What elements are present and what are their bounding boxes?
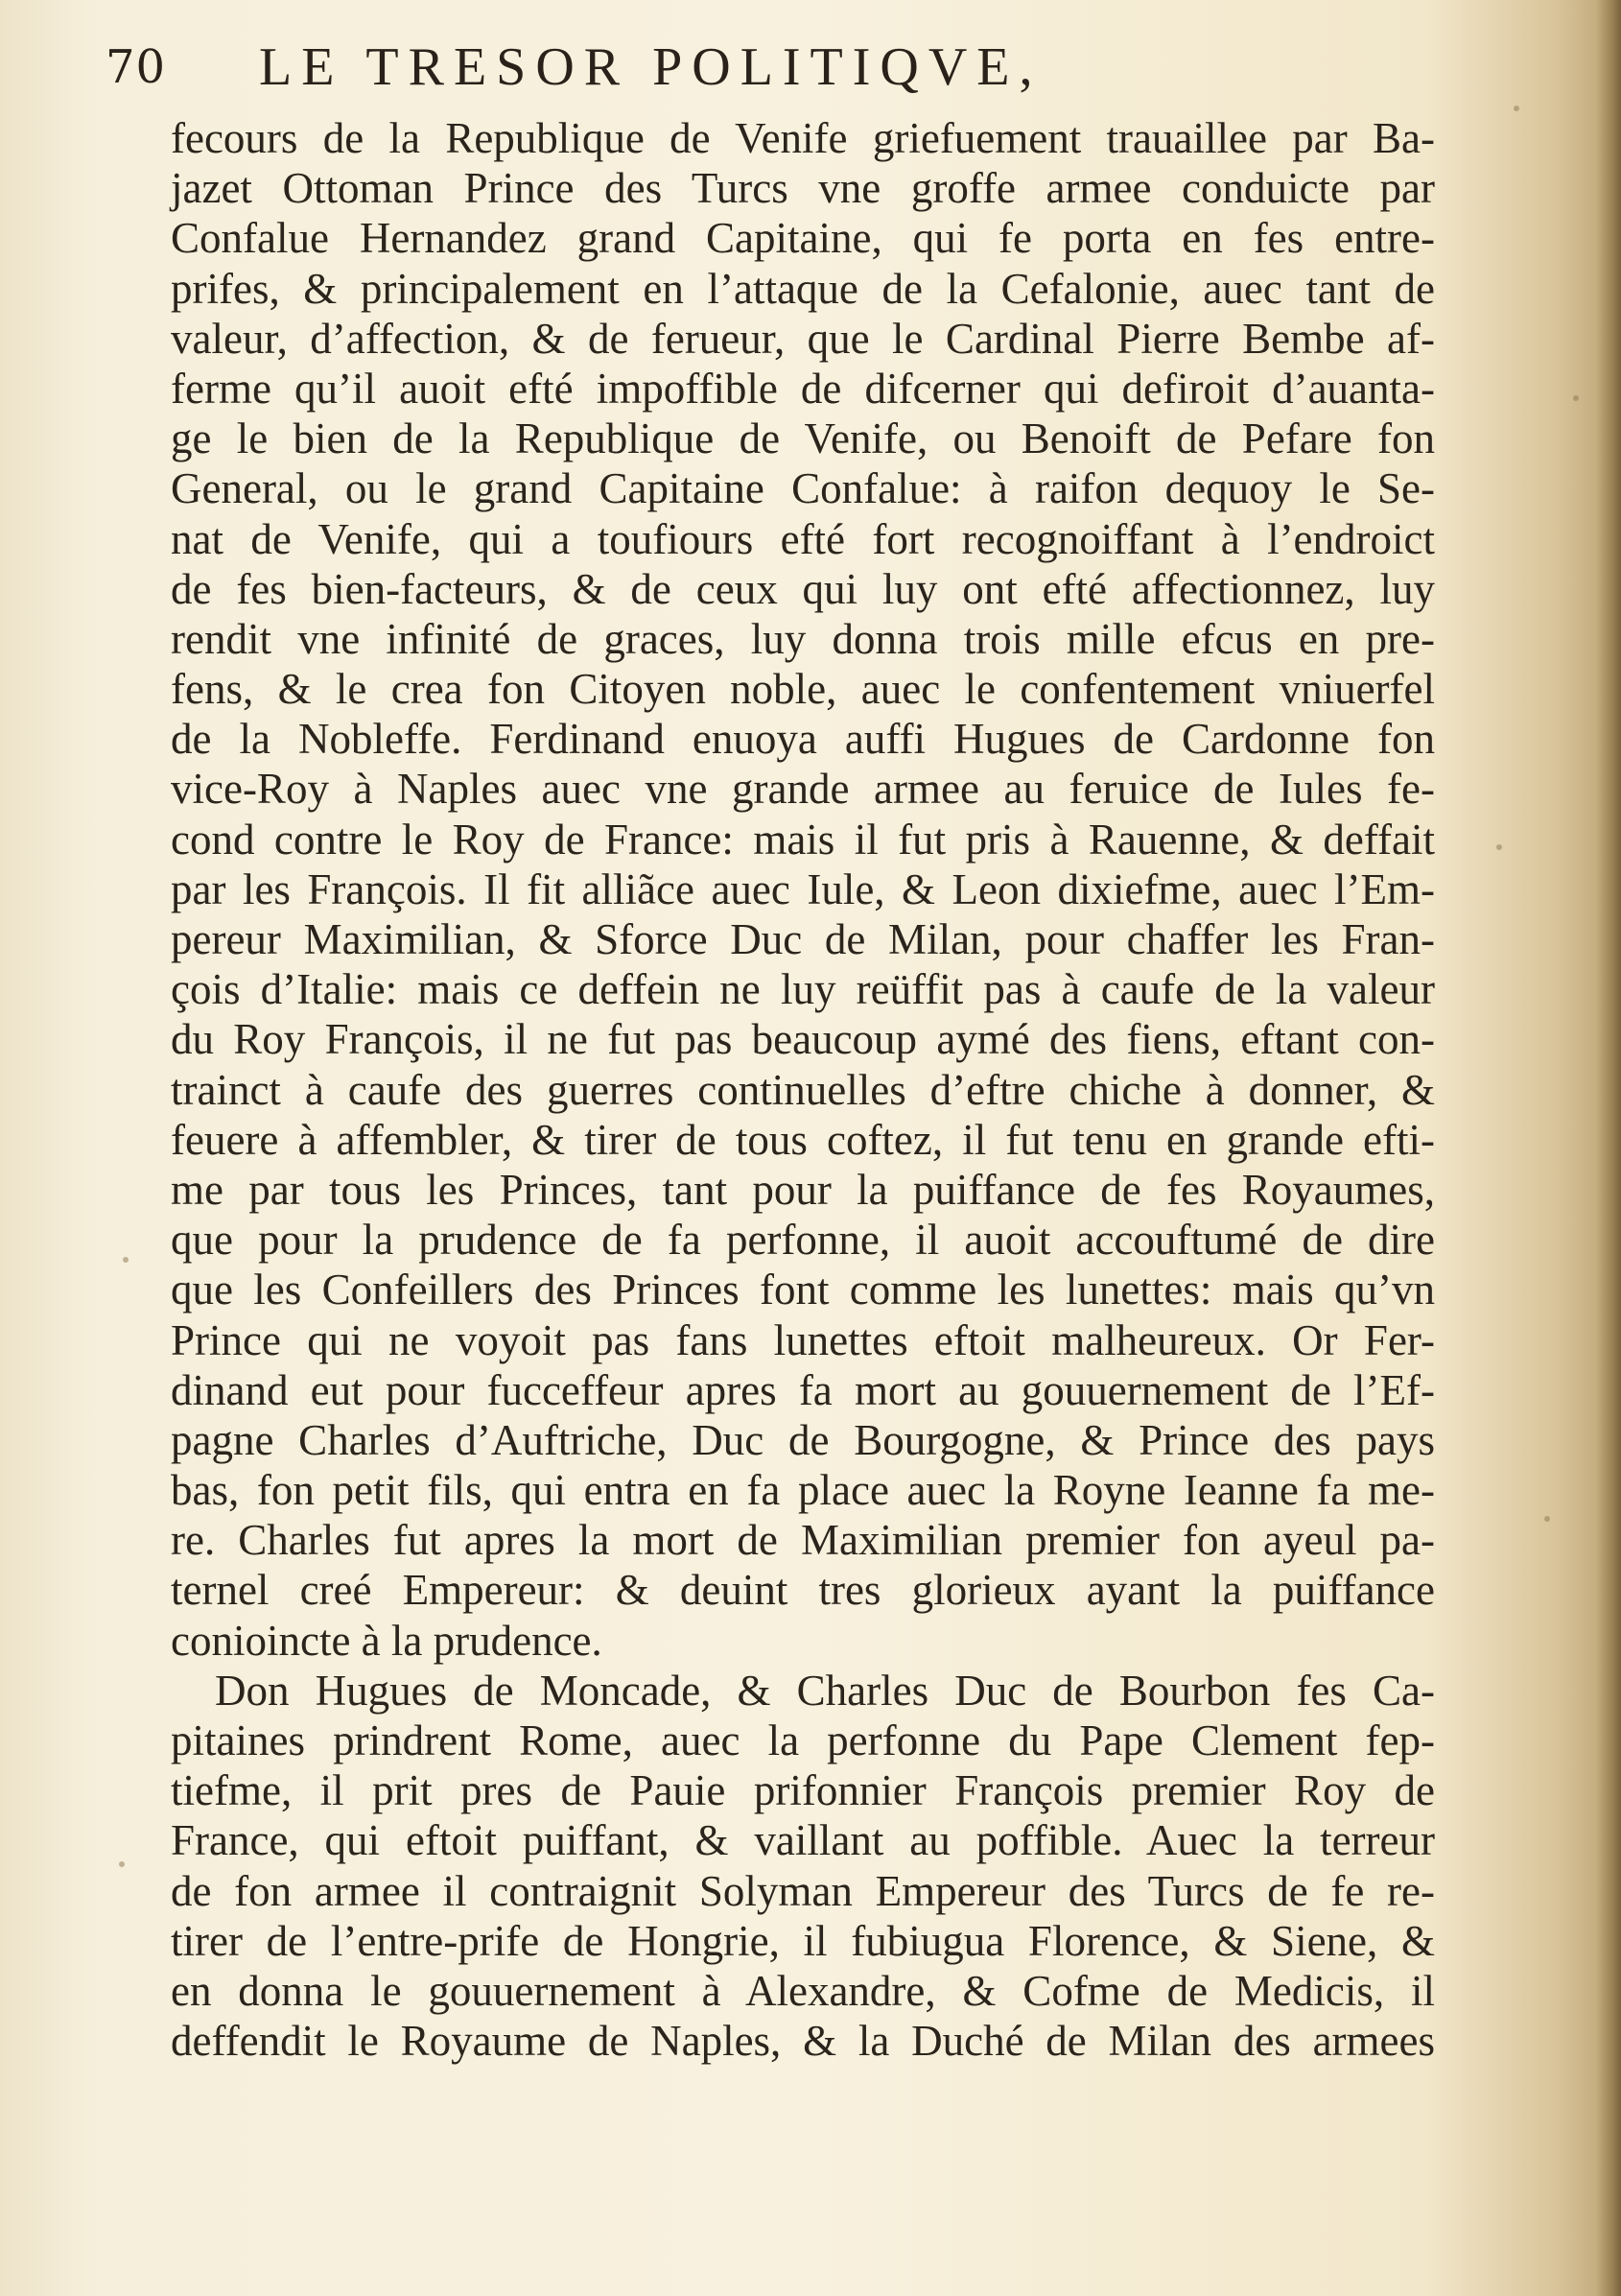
text-line: ge le bien de la Republique de Venife, ou Benoift de Pefare fon	[171, 414, 1435, 463]
text-line: fecours de la Republique de Venife griefuement trauaillee par Ba-	[171, 114, 1435, 162]
text-line: pereur Maximilian, & Sforce Duc de Milan, pour chaffer les Fran-	[171, 915, 1435, 963]
text-line: deffendit le Royaume de Naples, & la Duché de Milan des armees	[171, 2017, 1435, 2066]
paper-speck	[1514, 106, 1519, 111]
paper-speck	[1496, 844, 1502, 850]
paper-speck	[123, 1257, 129, 1263]
text-line: France, qui eftoit puiffant, & vaillant au poffible. Auec la terreur	[171, 1816, 1435, 1865]
page-edge-shadow	[1596, 0, 1621, 2296]
text-line: du Roy François, il ne fut pas beaucoup aymé des fiens, eftant con-	[171, 1015, 1435, 1064]
text-line: de fon armee il contraignit Solyman Empereur des Turcs de fe re-	[171, 1866, 1435, 1915]
text-line: en donna le gouuernement à Alexandre, & Cofme de Medicis, il	[171, 1966, 1435, 2015]
text-line-paragraph-end: conioincte à la prudence.	[171, 1616, 602, 1665]
text-line: feuere à affembler, & tirer de tous coftez, il fut tenu en grande efti-	[171, 1115, 1435, 1164]
running-title: LE TRESOR POLITIQVE,	[259, 37, 1043, 97]
text-line: cond contre le Roy de France: mais il fut pris à Rauenne, & deffait	[171, 815, 1435, 864]
paper-speck	[119, 1861, 125, 1867]
text-line: Prince qui ne voyoit pas fans lunettes eftoit malheureux. Or Fer-	[171, 1315, 1435, 1364]
text-line: de la Nobleffe. Ferdinand enuoya auffi Hugues de Cardonne fon	[171, 715, 1435, 764]
text-line: prifes, & principalement en l’attaque de la Cefalonie, auec tant de	[171, 264, 1435, 313]
text-line: valeur, d’affection, & de ferueur, que le Cardinal Pierre Bembe af-	[171, 314, 1435, 363]
text-line: tiefme, il prit pres de Pauie prifonnier François premier Roy de	[171, 1766, 1435, 1815]
text-line: re. Charles fut apres la mort de Maximilian premier fon ayeul pa-	[171, 1516, 1435, 1565]
page-number: 70	[106, 40, 167, 94]
paper-speck	[1573, 395, 1579, 401]
text-line: nat de Venife, qui a toufiours efté fort recognoiffant à l’endroict	[171, 514, 1435, 563]
text-line: me par tous les Princes, tant pour la puiffance de fes Royaumes,	[171, 1165, 1435, 1214]
text-line: General, ou le grand Capitaine Confalue: à raifon dequoy le Se-	[171, 464, 1435, 513]
text-line: bas, fon petit fils, qui entra en fa place auec la Royne Ieanne fa me-	[171, 1466, 1435, 1515]
text-line: tirer de l’entre-prife de Hongrie, il fubiugua Florence, & Siene, &	[171, 1916, 1435, 1965]
text-line: rendit vne infinité de graces, luy donna trois mille efcus en pre-	[171, 614, 1435, 663]
text-line: que les Confeillers des Princes font comme les lunettes: mais qu’vn	[171, 1266, 1435, 1314]
text-line: dinand eut pour fucceffeur apres fa mort au gouuernement de l’Ef-	[171, 1365, 1435, 1414]
text-line: par les François. Il fit alliãce auec Iule, & Leon dixiefme, auec l’Em-	[171, 864, 1435, 913]
text-line: pagne Charles d’Auftriche, Duc de Bourgogne, & Prince des pays	[171, 1415, 1435, 1464]
text-line: trainct à caufe des guerres continuelles d’eftre chiche à donner, &	[171, 1065, 1435, 1114]
text-line: jazet Ottoman Prince des Turcs vne groffe armee conduicte par	[171, 164, 1435, 213]
text-line-paragraph-start: Don Hugues de Moncade, & Charles Duc de Bourbon fes Ca-	[215, 1666, 1435, 1715]
text-line: ferme qu’il auoit efté impoffible de difcerner qui defiroit d’auanta-	[171, 364, 1435, 413]
text-line: Confalue Hernandez grand Capitaine, qui fe porta en fes entre-	[171, 214, 1435, 263]
text-line: fens, & le crea fon Citoyen noble, auec le confentement vniuerfel	[171, 665, 1435, 714]
text-line: que pour la prudence de fa perfonne, il auoit accouftumé de dire	[171, 1216, 1435, 1265]
body-text	[171, 113, 1435, 2066]
text-line: vice-Roy à Naples auec vne grande armee au feruice de Iules fe-	[171, 765, 1435, 814]
text-line: pitaines prindrent Rome, auec la perfonne du Pape Clement fep-	[171, 1716, 1435, 1764]
text-line: de fes bien-facteurs, & de ceux qui luy ont efté affectionnez, luy	[171, 564, 1435, 613]
text-line: çois d’Italie: mais ce deffein ne luy reüffit pas à caufe de la valeur	[171, 965, 1435, 1014]
paper-speck	[1544, 1516, 1550, 1522]
text-line: ternel creé Empereur: & deuint tres glorieux ayant la puiffance	[171, 1566, 1435, 1615]
